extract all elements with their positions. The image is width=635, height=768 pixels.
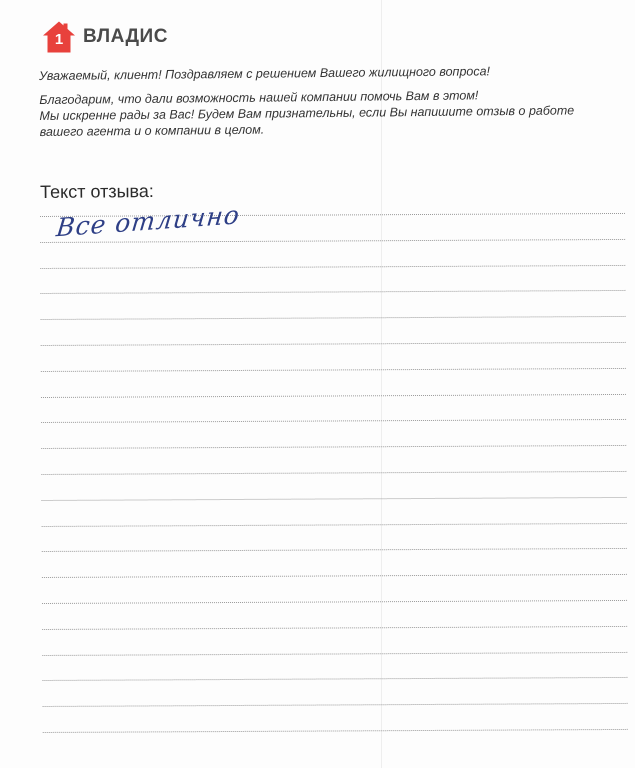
writing-line [41, 445, 626, 449]
writing-line [41, 316, 626, 320]
writing-line [42, 574, 627, 578]
writing-line [42, 497, 627, 501]
handwritten-review: Все отлично [54, 200, 242, 243]
writing-line [42, 600, 627, 604]
writing-line [42, 548, 627, 552]
writing-line [43, 703, 628, 707]
writing-line [42, 677, 627, 681]
writing-line [40, 290, 625, 294]
logo-digit: 1 [54, 31, 64, 48]
writing-line [41, 419, 626, 423]
request-line: Мы искренне рады за Вас! Будем Вам признательны, если Вы напишите отзыв о работе [39, 103, 575, 123]
writing-line [43, 729, 628, 733]
writing-line [41, 342, 626, 346]
company-logo [42, 20, 168, 54]
writing-line [40, 265, 625, 269]
greeting-line: Уважаемый, клиент! Поздравляем с решением Вашего жилищного вопроса! [39, 64, 491, 83]
writing-line [41, 394, 626, 398]
writing-line [41, 368, 626, 372]
writing-line [42, 652, 627, 656]
request-line-continued: вашего агента и о компании в целом. [39, 122, 265, 139]
writing-lines [40, 209, 628, 762]
brand-name: ВЛАДИС [83, 26, 168, 47]
writing-line [42, 523, 627, 527]
writing-line [40, 239, 625, 243]
thanks-line: Благодарим, что дали возможность нашей компании помочь Вам в этом! [39, 88, 479, 107]
intro-text [39, 62, 610, 140]
review-heading: Текст отзыва: [40, 181, 154, 202]
writing-line [41, 471, 626, 475]
writing-line [42, 626, 627, 630]
house-icon [42, 20, 76, 54]
